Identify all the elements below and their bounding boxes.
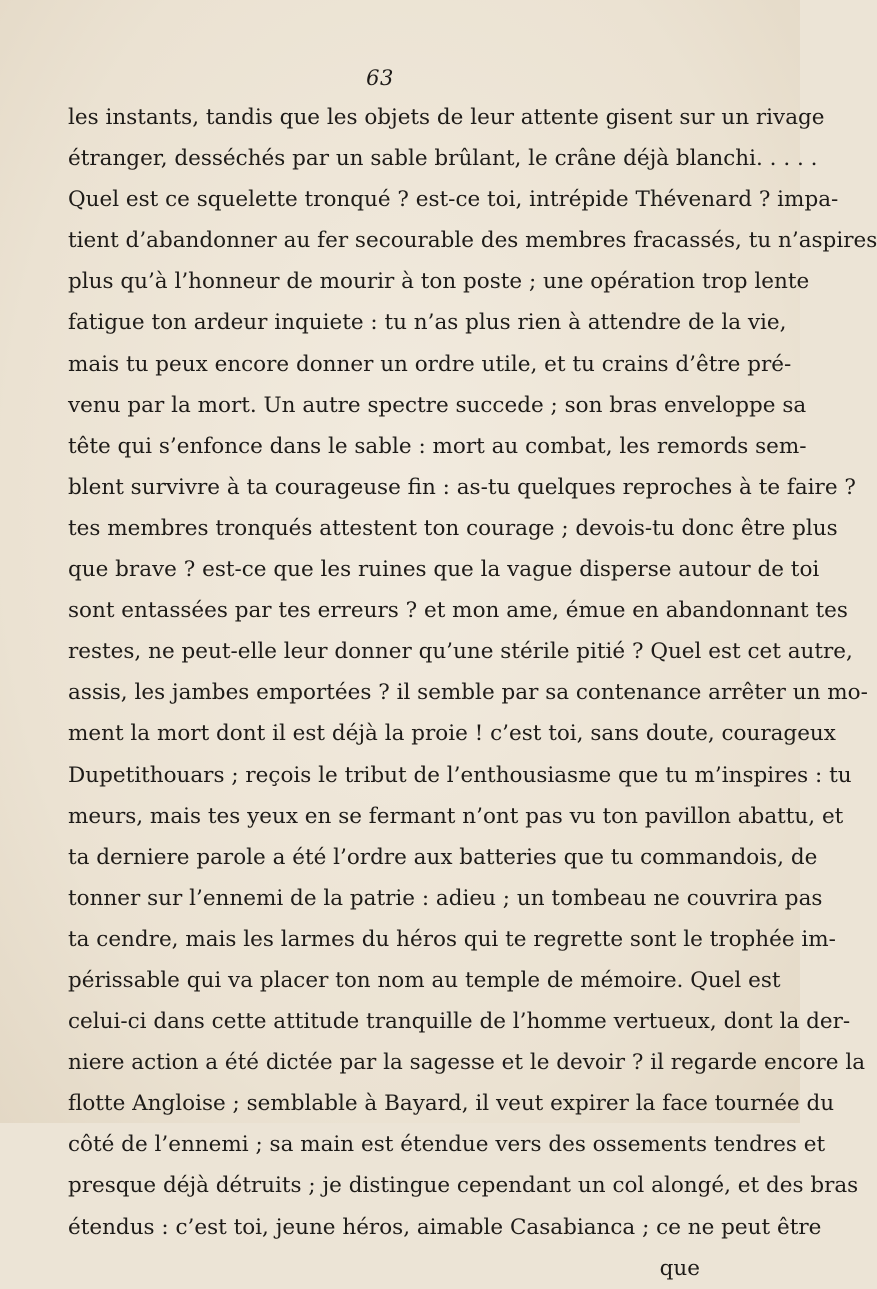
text-line: plus qu’à l’honneur de mourir à ton poste ; une opération trop lente: [68, 269, 810, 295]
text-line: ta cendre, mais les larmes du héros qui te regrette sont le trophée im-: [68, 926, 836, 952]
text-line: étranger, desséchés par un sable brûlant, le crâne déjà blanchi. . . . .: [68, 146, 818, 172]
text-line: blent survivre à ta courageuse fin : as-tu quelques reproches à te faire ?: [68, 474, 856, 500]
text-line: ment la mort dont il est déjà la proie ! c’est toi, sans doute, courageux: [68, 721, 836, 747]
text-line: tonner sur l’ennemi de la patrie : adieu ; un tombeau ne couvrira pas: [68, 885, 823, 911]
page-number: 63: [366, 66, 394, 90]
text-line: les instants, tandis que les objets de leur attente gisent sur un rivage: [68, 105, 825, 130]
text-line: niere action a été dictée par la sagesse et le devoir ? il regarde encore la: [68, 1050, 866, 1076]
text-line: Dupetithouars ; reçois le tribut de l’enthousiasme que tu m’inspires : tu: [68, 762, 852, 788]
text-line: que brave ? est-ce que les ruines que la vague disperse autour de toi: [68, 557, 820, 583]
text-line: restes, ne peut-elle leur donner qu’une stérile pitié ? Quel est cet autre,: [68, 639, 853, 665]
text-line: mais tu peux encore donner un ordre utile, et tu crains d’être pré-: [68, 351, 792, 377]
text-line: presque déjà détruits ; je distingue cependant un col alongé, et des bras: [68, 1173, 859, 1199]
text-line: assis, les jambes emportées ? il semble par sa contenance arrêter un mo-: [68, 680, 868, 706]
text-line: meurs, mais tes yeux en se fermant n’ont pas vu ton pavillon abattu, et: [68, 803, 844, 829]
catchword: que: [659, 1255, 700, 1281]
text-line: côté de l’ennemi ; sa main est étendue vers des ossements tendres et: [68, 1132, 826, 1158]
text-line: tes membres tronqués attestent ton courage ; devois-tu donc être plus: [68, 515, 838, 541]
text-line: sont entassées par tes erreurs ? et mon ame, émue en abandonnant tes: [68, 598, 848, 624]
text-line: celui-ci dans cette attitude tranquille de l’homme vertueux, dont la der-: [68, 1009, 851, 1035]
text-line: flotte Angloise ; semblable à Bayard, il veut expirer la face tournée du: [68, 1091, 835, 1117]
text-line: tient d’abandonner au fer secourable des membres fracassés, tu n’aspires: [68, 228, 877, 254]
text-line: périssable qui va placer ton nom au temple de mémoire. Quel est: [68, 967, 781, 993]
text-line: fatigue ton ardeur inquiete : tu n’as plus rien à attendre de la vie,: [68, 310, 787, 336]
text-line: Quel est ce squelette tronqué ? est-ce toi, intrépide Thévenard ? impa-: [68, 187, 839, 213]
text-line: ta derniere parole a été l’ordre aux batteries que tu commandois, de: [68, 844, 818, 870]
body-text: [68, 97, 877, 1289]
text-line: tête qui s’enfonce dans le sable : mort au combat, les remords sem-: [68, 433, 807, 459]
text-line: venu par la mort. Un autre spectre succede ; son bras enveloppe sa: [68, 392, 807, 418]
text-line: étendus : c’est toi, jeune héros, aimable Casabianca ; ce ne peut être: [68, 1214, 822, 1240]
